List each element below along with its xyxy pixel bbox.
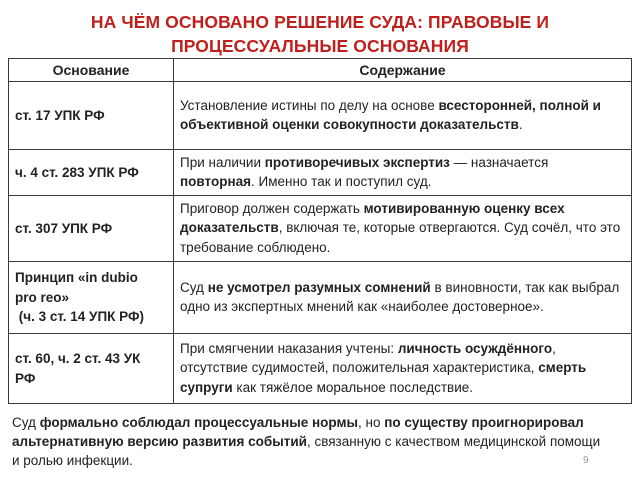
content-text: Суд (180, 279, 208, 295)
table-row (9, 150, 632, 196)
basis-line: ст. 60, ч. 2 ст. 43 УК (15, 351, 141, 366)
table-header-row (9, 59, 632, 82)
content-emphasis: повторная (180, 174, 251, 189)
footer-text: Суд (12, 415, 40, 430)
footer-text: , но (358, 415, 385, 430)
page-number: 9 (583, 455, 589, 466)
content-text: Приговор должен содержать (180, 200, 364, 216)
basis-line: РФ (15, 370, 36, 386)
basis-line: ч. 4 ст. 283 УПК РФ (15, 164, 139, 180)
footer-emphasis: по существу проигнорировал альтернативную версию развития событий (12, 415, 584, 449)
content-cell (174, 150, 632, 196)
basis-cell (9, 334, 174, 404)
footer-text: , связанную с качеством медицинской помощи и ролью инфекции. (12, 434, 601, 468)
content-cell (174, 196, 632, 262)
content-text: . (518, 117, 523, 132)
content-text: , отсутствие судимостей, положительная характеристика, (180, 340, 556, 376)
content-text: как тяжёлое моральное последствие. (232, 379, 473, 395)
content-text: Установление истины по делу на основе (180, 97, 439, 113)
slide-title (0, 10, 640, 58)
content-emphasis: мотивированную оценку всех доказательств (180, 200, 565, 236)
basis-line: (ч. 3 ст. 14 УПК РФ) (15, 309, 144, 325)
content-text: , включая те, которые отвергаются. Суд сочёл, что это требование соблюдено. (180, 220, 621, 255)
content-emphasis: смерть супруги (180, 360, 587, 395)
content-text: — назначается (449, 154, 549, 170)
content-cell (174, 262, 632, 334)
slide-title-line-1: НА ЧЁМ ОСНОВАНО РЕШЕНИЕ СУДА: ПРАВОВЫЕ И (90, 12, 550, 32)
footer-emphasis: формально соблюдал процессуальные нормы (39, 415, 358, 430)
content-emphasis: личность осуждённого (397, 340, 553, 356)
basis-cell (9, 262, 174, 334)
content-emphasis: не усмотрел разумных сомнений (207, 279, 431, 295)
basis-cell (9, 82, 174, 150)
content-text: . Именно так и поступил суд. (251, 174, 432, 189)
table-row (9, 82, 632, 150)
basis-line: Принцип «in dubio (15, 270, 138, 286)
basis-line: ст. 17 УПК РФ (15, 107, 105, 123)
legal-basis-table (8, 58, 632, 404)
table-row (9, 334, 632, 404)
basis-cell (9, 150, 174, 196)
basis-cell (9, 196, 174, 262)
content-text: При наличии (180, 154, 265, 170)
content-emphasis: всесторонней, полной и объективной оценки совокупности доказательств (180, 97, 601, 132)
slide-title-line-2: ПРОЦЕССУАЛЬНЫЕ ОСНОВАНИЯ (171, 36, 469, 56)
content-cell (174, 334, 632, 404)
basis-line: ст. 307 УПК РФ (15, 220, 113, 236)
table-row (9, 196, 632, 262)
column-header-basis: Основание (9, 59, 174, 82)
column-header-content: Содержание (174, 59, 632, 82)
conclusion-text (12, 413, 602, 470)
content-cell (174, 82, 632, 150)
content-emphasis: противоречивых экспертиз (264, 154, 450, 170)
table-row (9, 262, 632, 334)
content-text: в виновности, так как выбрал одно из экспертных мнений как «наиболее достоверное». (180, 279, 620, 314)
basis-line: pro reo» (15, 289, 70, 305)
content-text: При смягчении наказания учтены: (180, 340, 398, 356)
